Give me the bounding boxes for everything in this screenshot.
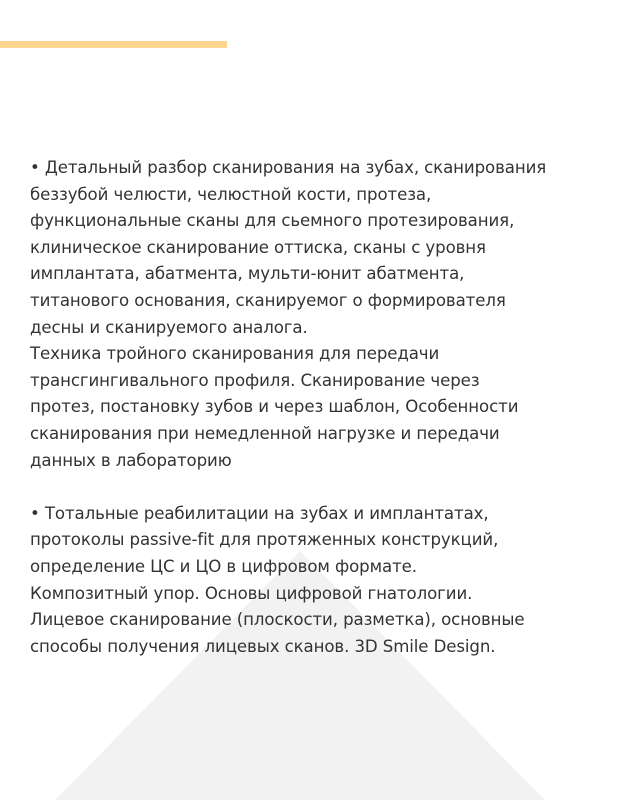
text-line: Техника тройного сканирования для передачи <box>30 344 440 364</box>
text-line: титанового основания, сканируемог о формирователя <box>30 290 506 310</box>
text-line: Лицевое сканирование (плоскости, разметка), основные <box>30 610 525 630</box>
text-line: протез, постановку зубов и через шаблон, Особенности <box>30 397 519 417</box>
text-line: протоколы passive-fit для протяженных конструкций, <box>30 530 499 550</box>
text-line: трансгингивального профиля. Сканирование через <box>30 370 480 390</box>
text-line: клиническое сканирование оттиска, сканы с уровня <box>30 237 486 257</box>
text-line: определение ЦС и ЦО в цифровом формате. <box>30 556 417 576</box>
text-line: данных в лабораторию <box>30 450 232 470</box>
text-line: • Детальный разбор сканирования на зубах, сканирования <box>30 158 547 177</box>
text-line: беззубой челюсти, челюстной кости, протеза, <box>30 184 432 204</box>
paragraph-rehabilitation <box>30 501 630 661</box>
text-line: десны и сканируемого аналога. <box>30 317 308 337</box>
paragraph-scanning <box>30 155 630 474</box>
text-line: Композитный упор. Основы цифровой гнатологии. <box>30 583 473 603</box>
accent-bar <box>0 41 227 48</box>
text-line: функциональные сканы для сьемного протезирования, <box>30 211 515 231</box>
text-line: • Тотальные реабилитации на зубах и имплантатах, <box>30 503 489 523</box>
content <box>30 155 630 660</box>
text-line: сканирования при немедленной нагрузке и передачи <box>30 423 500 443</box>
text-line: способы получения лицевых сканов. 3D Smile Design. <box>30 636 496 656</box>
text-line: имплантата, абатмента, мульти-юнит абатмента, <box>30 264 465 284</box>
